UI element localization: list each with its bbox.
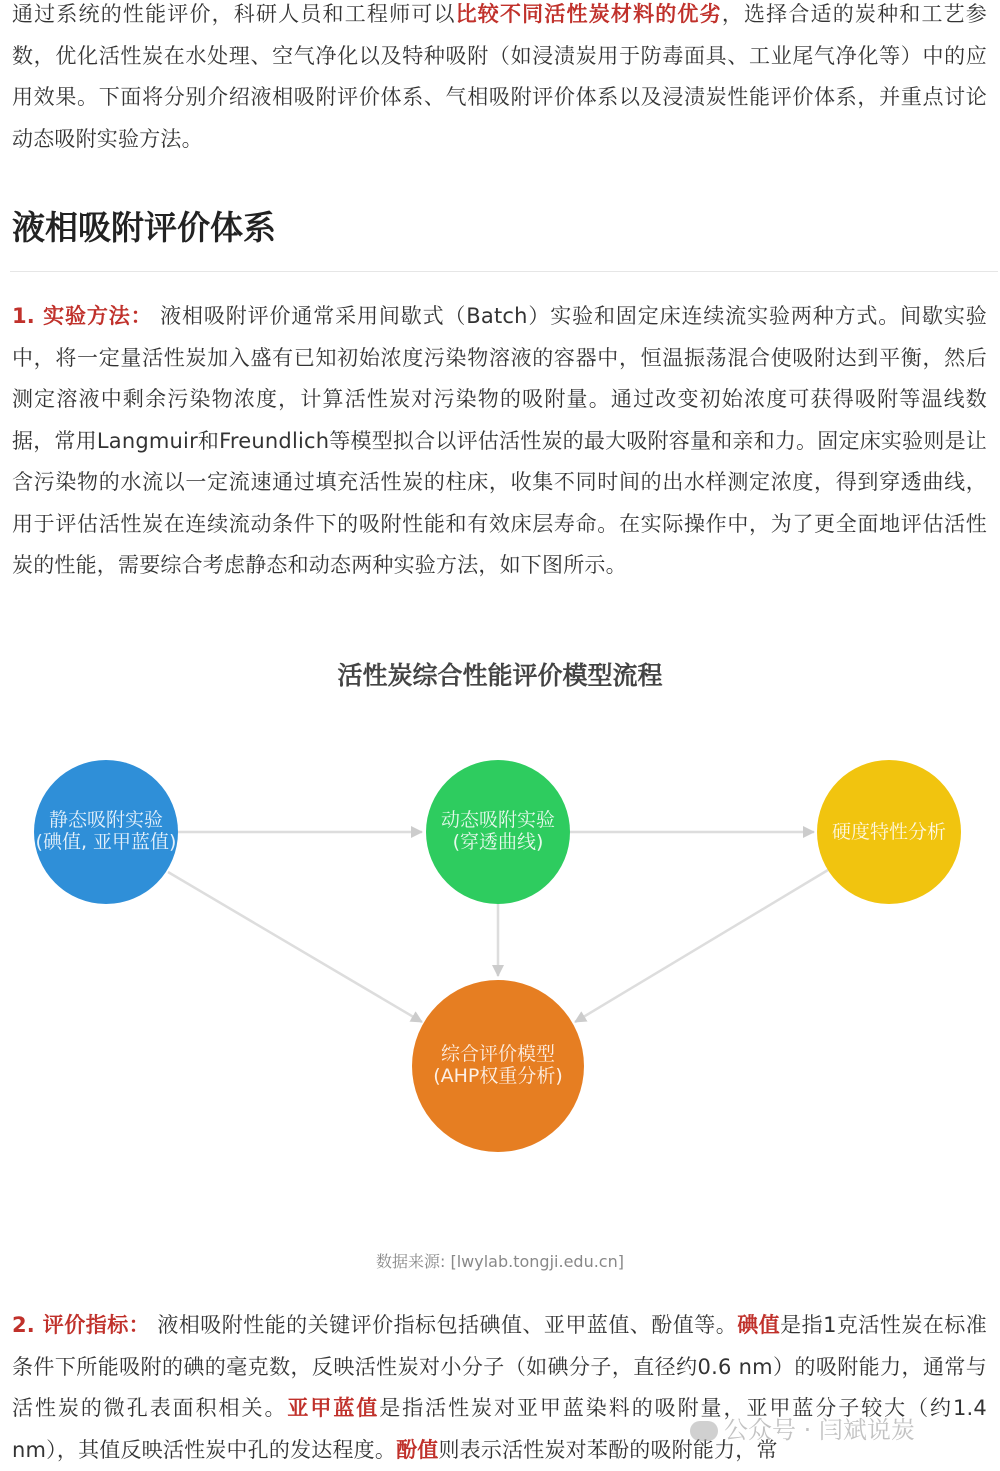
intro-highlight: 比较不同活性炭材料的优劣 — [455, 2, 722, 26]
node-dynamic-label: 动态吸附实验 — [440, 809, 556, 831]
node-hardness-label: 硬度特性分析 — [831, 821, 947, 843]
figure-source: 数据来源: [lwylab.tongji.edu.cn] — [376, 1252, 624, 1271]
node-model-sublabel: (AHP权重分析) — [433, 1065, 563, 1087]
watermark — [690, 1410, 915, 1445]
term-iodine-value: 碘值 — [737, 1313, 781, 1337]
term-methylene-blue-value: 亚甲蓝值 — [287, 1396, 380, 1420]
node-static-label: 静态吸附实验 — [48, 809, 164, 831]
section-heading: 液相吸附评价体系 — [12, 208, 276, 247]
indicators-text-1: 液相吸附性能的关键评价指标包括碘值、亚甲蓝值、酚值等。 — [150, 1313, 738, 1337]
node-dynamic-sublabel: (穿透曲线) — [452, 831, 544, 853]
indicators-text-2: 是指1克活性炭在标准条件下所能吸附的碘的毫克数，反映活性炭对小分子（如碘分子，直径约0.6 nm）的吸附能力，通常与活性炭的微孔表面积相关。 — [12, 1313, 987, 1420]
indicators-text-3: 是指活性炭对亚甲蓝染料的吸附量，亚甲蓝分子较大（约1.4 nm），其值反映活性炭中孔的发达程度。 — [12, 1396, 987, 1462]
indicators-text-4: 则表示活性炭对苯酚的吸附能力，常 — [438, 1437, 778, 1462]
edge-static-to-model — [168, 872, 422, 1022]
section-divider — [10, 271, 998, 272]
intro-text-1: 通过系统的性能评价，科研人员和工程师可以 — [12, 2, 456, 26]
flow-diagram — [0, 720, 1000, 1230]
indicators-lead: 2. 评价指标： — [12, 1313, 151, 1337]
method-text: 液相吸附评价通常采用间歇式（Batch）实验和固定床连续流实验两种方式。间歇实验中，将一定量活性炭加入盛有已知初始浓度污染物溶液的容器中，恒温振荡混合使吸附达到平衡，然后测定溶液中剩余污染物浓度，计算活性炭对污染物的吸附量。通过改变初始浓度可获得吸附等温线数据，常用Langmuir和Freundlich等模型拟合以评估活性炭的最大吸附容量和亲和力。固定床实验则是让含污染物的水流以一定流速通过填充活性炭的柱床，收集不同时间的出水样测定浓度，得到穿透曲线，用于评估活性炭在连续流动条件下的吸附性能和有效床层寿命。在实际操作中，为了更全面地评估活性炭的性能，需要综合考虑静态和动态两种实验方法，如下图所示。 — [12, 304, 987, 577]
watermark-text: 公众号 · 闫斌说炭 — [724, 1416, 915, 1444]
method-paragraph — [12, 296, 987, 587]
edge-hardness-to-model — [575, 870, 828, 1022]
intro-text-2: ，选择合适的炭种和工艺参数，优化活性炭在水处理、空气净化以及特种吸附（如浸渍炭用于防毒面具、工业尾气净化等）中的应用效果。下面将分别介绍液相吸附评价体系、气相吸附评价体系以及浸渍炭性能评价体系，并重点讨论动态吸附实验方法。 — [12, 2, 988, 151]
method-lead: 1. 实验方法： — [12, 304, 153, 328]
node-static-sublabel: (碘值, 亚甲蓝值) — [35, 831, 177, 853]
indicators-paragraph — [12, 1305, 987, 1471]
node-model-label: 综合评价模型 — [440, 1043, 556, 1065]
intro-paragraph — [12, 0, 987, 160]
term-phenol-value: 酚值 — [396, 1437, 439, 1462]
figure-title: 活性炭综合性能评价模型流程 — [337, 661, 663, 690]
wechat-icon — [690, 1421, 718, 1441]
